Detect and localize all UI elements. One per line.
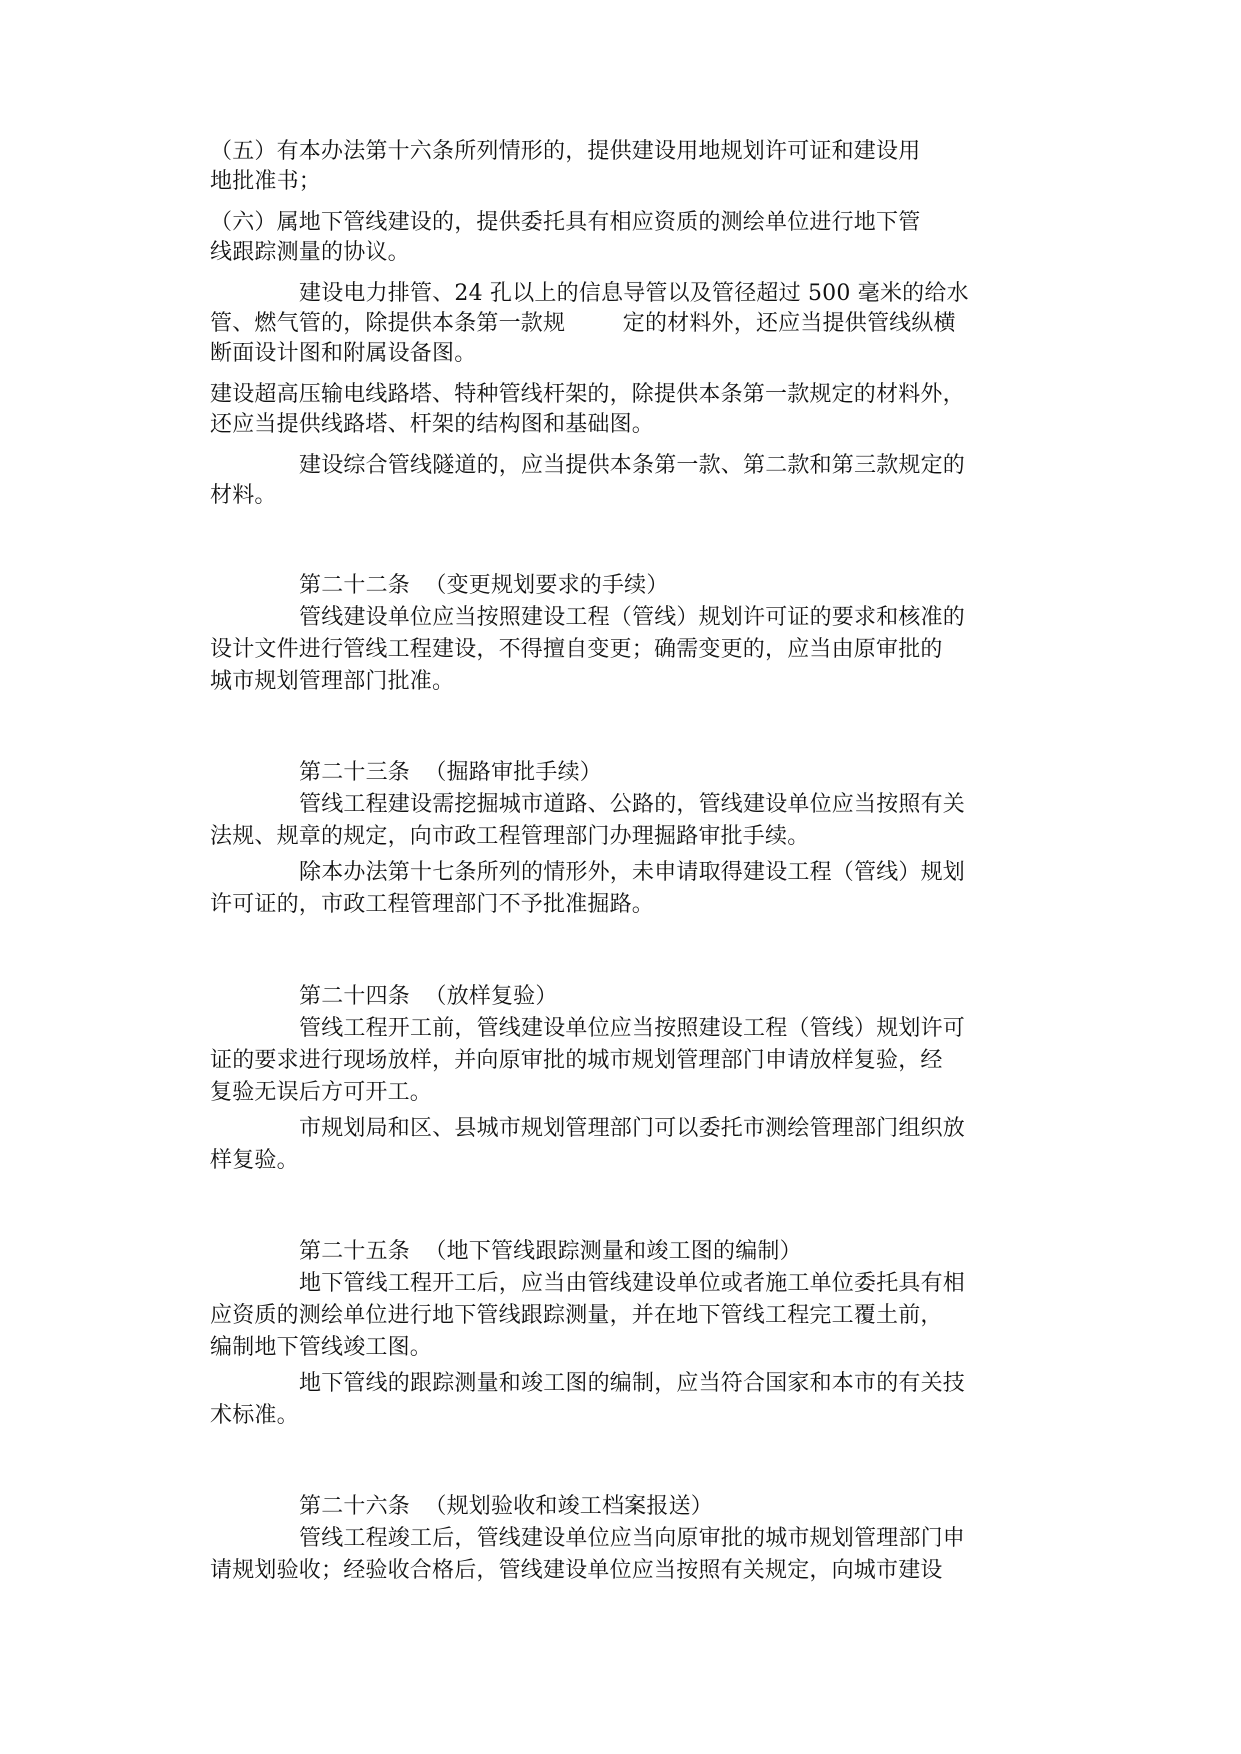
text-line: 法规、规章的规定，向市政工程管理部门办理掘路审批手续。	[210, 824, 810, 849]
text-line: 证的要求进行现场放样，并向原审批的城市规划管理部门申请放样复验，经	[210, 1048, 943, 1073]
text-line: 材料。	[210, 483, 277, 508]
text-line: 地下管线工程开工后，应当由管线建设单位或者施工单位委托具有相	[299, 1271, 966, 1296]
text-line: 断面设计图和附属设备图。	[210, 341, 477, 366]
text-line: 除本办法第十七条所列的情形外，未申请取得建设工程（管线）规划	[299, 860, 966, 885]
text-line: 管线工程竣工后，管线建设单位应当向原审批的城市规划管理部门申	[299, 1526, 966, 1551]
text-line: 设计文件进行管线工程建设，不得擅自变更；确需变更的，应当由原审批的	[210, 637, 943, 662]
text-line: 管线工程建设需挖掘城市道路、公路的，管线建设单位应当按照有关	[299, 792, 966, 817]
text-line: 编制地下管线竣工图。	[210, 1335, 433, 1360]
text-line: 线跟踪测量的协议。	[210, 240, 410, 265]
text-line: 应资质的测绘单位进行地下管线跟踪测量，并在地下管线工程完工覆土前，	[210, 1303, 943, 1328]
text-line: 建设综合管线隧道的，应当提供本条第一款、第二款和第三款规定的	[299, 453, 966, 478]
article-heading: 第二十二条 （变更规划要求的手续）	[299, 573, 669, 598]
text-line: 复验无误后方可开工。	[210, 1080, 433, 1105]
text-line: 样复验。	[210, 1148, 299, 1173]
text-line: 术标准。	[210, 1403, 299, 1428]
text-line: 管、燃气管的，除提供本条第一款规 定的材料外，还应当提供管线纵横	[210, 311, 956, 336]
text-line: 还应当提供线路塔、杆架的结构图和基础图。	[210, 412, 655, 437]
text-line: 管线工程开工前，管线建设单位应当按照建设工程（管线）规划许可	[299, 1016, 966, 1041]
article-heading: 第二十五条 （地下管线跟踪测量和竣工图的编制）	[299, 1239, 802, 1264]
text-line: 地下管线的跟踪测量和竣工图的编制，应当符合国家和本市的有关技	[299, 1371, 966, 1396]
text-line: 市规划局和区、县城市规划管理部门可以委托市测绘管理部门组织放	[299, 1116, 966, 1141]
text-line: 建设电力排管、24 孔以上的信息导管以及管径超过 500 毫米的给水	[299, 281, 969, 306]
text-line: 地批准书；	[210, 169, 322, 194]
article-heading: 第二十六条 （规划验收和竣工档案报送）	[299, 1494, 713, 1519]
text-line: 许可证的，市政工程管理部门不予批准掘路。	[210, 892, 655, 917]
text-line: 城市规划管理部门批准。	[210, 669, 455, 694]
text-line: 建设超高压输电线路塔、特种管线杆架的，除提供本条第一款规定的材料外，	[210, 382, 965, 407]
text-line: （六）属地下管线建设的，提供委托具有相应资质的测绘单位进行地下管	[210, 210, 921, 235]
article-heading: 第二十三条 （掘路审批手续）	[299, 760, 602, 785]
text-line: 请规划验收；经验收合格后，管线建设单位应当按照有关规定，向城市建设	[210, 1558, 943, 1583]
text-line: （五）有本办法第十六条所列情形的，提供建设用地规划许可证和建设用	[210, 139, 921, 164]
text-line: 管线建设单位应当按照建设工程（管线）规划许可证的要求和核准的	[299, 605, 966, 630]
article-heading: 第二十四条 （放样复验）	[299, 984, 558, 1009]
